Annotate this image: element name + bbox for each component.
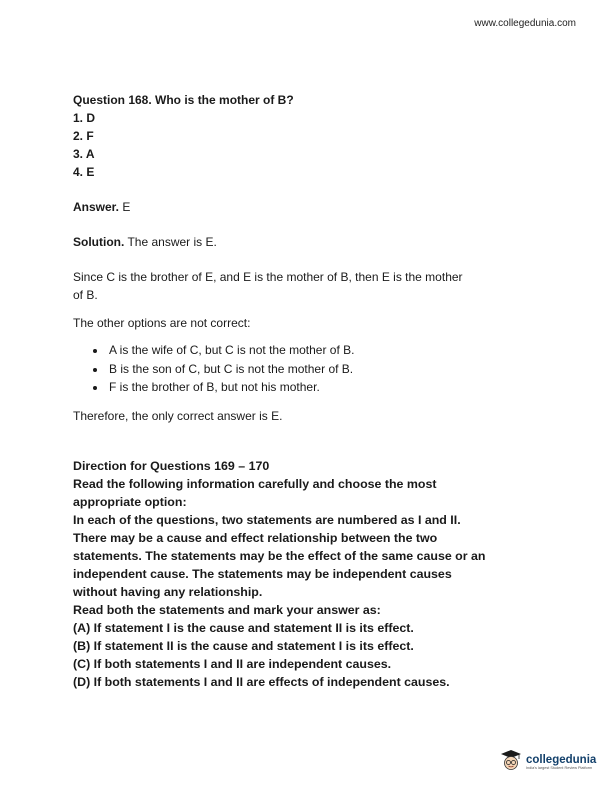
direction-line: without having any relationship.: [73, 584, 263, 599]
list-item: • F is the brother of B, but not his mother.: [107, 378, 543, 397]
solution-conclusion: Therefore, the only correct answer is E.: [73, 408, 283, 423]
question-title: Question 168. Who is the mother of B?: [73, 93, 294, 107]
solution-explanation: [73, 268, 543, 304]
logo-text: [526, 754, 596, 771]
solution-label: Solution.: [73, 235, 125, 249]
option-2: 2. F: [73, 129, 94, 143]
direction-line: There may be a cause and effect relationship between the two: [73, 530, 438, 545]
direction-line: Read the following information carefully and choose the most: [73, 476, 437, 491]
list-item: • A is the wife of C, but C is not the mother of B.: [107, 341, 543, 360]
direction-option-a: (A) If statement I is the cause and statement II is its effect.: [73, 620, 414, 635]
direction-line: independent cause. The statements may be independent causes: [73, 566, 452, 581]
direction-option-b: (B) If statement II is the cause and statement I is its effect.: [73, 638, 414, 653]
direction-option-c: (C) If both statements I and II are independent causes.: [73, 656, 392, 671]
direction-line: appropriate option:: [73, 494, 187, 509]
answer: [73, 198, 543, 216]
logo-tagline: India's largest Student Review Platform: [526, 766, 593, 770]
solution: [73, 233, 543, 251]
explanation-line: Since C is the brother of E, and E is the mother of B, then E is the mother: [73, 270, 463, 284]
solution-intro: The answer is E.: [127, 235, 217, 249]
option-1: 1. D: [73, 111, 96, 125]
answer-label: Answer.: [73, 200, 120, 214]
direction-line: In each of the questions, two statements are numbered as I and II.: [73, 512, 461, 527]
explanation-line: of B.: [73, 288, 98, 302]
answer-value: E: [122, 200, 131, 214]
direction-block: [73, 457, 543, 691]
other-options-intro: The other options are not correct:: [73, 316, 251, 330]
graduate-mascot-icon: [500, 749, 522, 776]
site-url[interactable]: www.collegedunia.com: [474, 18, 576, 29]
option-4: 4. E: [73, 165, 95, 179]
incorrect-options-list: [73, 341, 543, 397]
option-3: 3. A: [73, 147, 95, 161]
direction-option-d: (D) If both statements I and II are effects of independent causes.: [73, 674, 450, 689]
direction-line: statements. The statements may be the effect of the same cause or an: [73, 548, 486, 563]
collegedunia-logo[interactable]: [500, 749, 596, 776]
direction-line: Direction for Questions 169 – 170: [73, 458, 270, 473]
direction-line: Read both the statements and mark your answer as:: [73, 602, 381, 617]
page-content: [73, 91, 543, 691]
list-item: • B is the son of C, but C is not the mother of B.: [107, 360, 543, 379]
logo-name: collegedunia: [526, 754, 597, 766]
